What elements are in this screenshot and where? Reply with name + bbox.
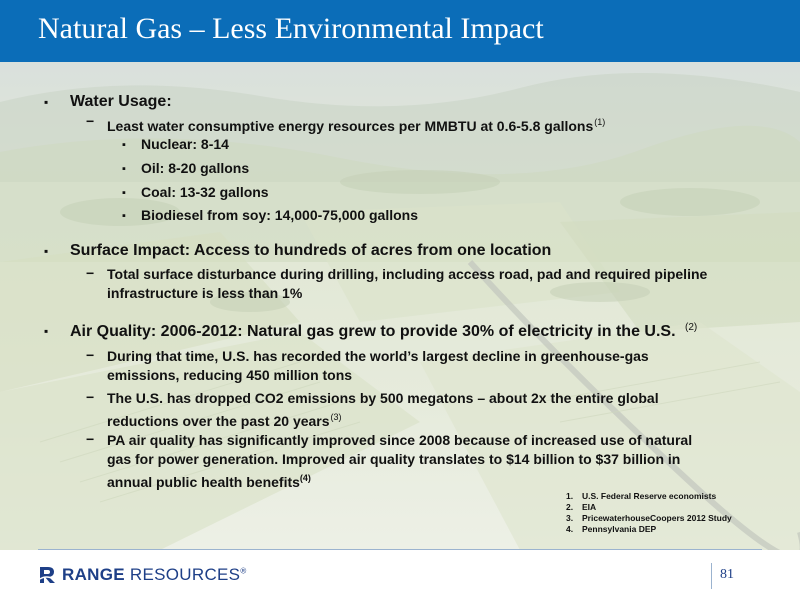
bullet-marker: ▪ (122, 210, 126, 222)
slide-title: Natural Gas – Less Environmental Impact (38, 12, 544, 45)
surface-impact-line-2: infrastructure is less than 1% (107, 285, 303, 301)
section-heading-air-quality (70, 322, 697, 341)
footnote-ref: (2) (684, 322, 698, 333)
footnote-ref: (3) (330, 412, 342, 422)
bullet-marker: ▪ (122, 187, 126, 199)
footnote-number: 1. (566, 491, 574, 501)
footnote-item (566, 491, 732, 502)
footer-divider (38, 549, 762, 550)
air-quality-point-3-line-3 (107, 469, 692, 492)
air-quality-point-2 (107, 389, 659, 431)
section-heading-surface-impact: Surface Impact: Access to hundreds of acres from one location (70, 242, 552, 259)
logo-registered-mark: ® (240, 566, 247, 576)
air-quality-point-2-line-1: The U.S. has dropped CO2 emissions by 500 megatons – about 2x the entire global (107, 390, 659, 406)
footnote-text: Pennsylvania DEP (582, 524, 657, 534)
surface-impact-point (107, 265, 707, 303)
air-quality-point-3-line-1: PA air quality has significantly improved since 2008 because of increased use of natural (107, 432, 693, 448)
section-heading-water-usage: Water Usage: (70, 93, 172, 110)
footnote-number: 3. (566, 513, 574, 523)
footnotes-list (566, 491, 732, 535)
dash-marker: − (86, 389, 95, 405)
bullet-marker: ▪ (44, 244, 49, 258)
logo-wordmark (62, 565, 247, 585)
page-number-separator (711, 563, 712, 589)
range-logo-icon (38, 565, 58, 585)
air-quality-point-2-line-2-text: reductions over the past 20 years (107, 413, 330, 429)
dash-marker: − (86, 265, 95, 281)
air-quality-point-3-line-3-text: annual public health benefits (107, 474, 300, 490)
footnote-item (566, 524, 732, 535)
air-quality-point-3-line-2: gas for power generation. Improved air quality translates to $14 billion to $37 billion in (107, 451, 681, 467)
air-quality-point-1 (107, 347, 649, 385)
water-item-nuclear: Nuclear: 8-14 (141, 136, 229, 152)
bullet-marker: ▪ (122, 139, 126, 151)
bullet-marker: ▪ (44, 95, 49, 109)
logo-word-range: RANGE (62, 565, 125, 584)
air-quality-point-3 (107, 431, 692, 492)
water-item-coal: Coal: 13-32 gallons (141, 184, 269, 200)
bullet-marker: ▪ (44, 324, 49, 338)
water-item-oil: Oil: 8-20 gallons (141, 160, 250, 176)
bullet-marker: ▪ (122, 163, 126, 175)
footnote-number: 2. (566, 502, 574, 512)
air-quality-heading-text: Air Quality: 2006-2012: Natural gas grew to provide 30% of electricity in the U.S. (70, 323, 676, 340)
water-usage-text: Least water consumptive energy resources per MMBTU at 0.6-5.8 gallons (107, 118, 594, 134)
footnote-item (566, 502, 732, 513)
footnote-text: EIA (582, 502, 597, 512)
water-item-biodiesel: Biodiesel from soy: 14,000-75,000 gallons (141, 207, 419, 223)
air-quality-point-1-line-2: emissions, reducing 450 million tons (107, 367, 353, 383)
air-quality-point-1-line-1: During that time, U.S. has recorded the world’s largest decline in greenhouse-gas (107, 348, 649, 364)
footnote-number: 4. (566, 524, 574, 534)
water-usage-point (107, 113, 605, 136)
page-number: 81 (720, 567, 734, 582)
range-resources-logo (38, 565, 247, 585)
footnote-ref: (4) (299, 473, 311, 483)
dash-marker: − (86, 431, 95, 447)
air-quality-point-2-line-2 (107, 408, 659, 431)
dash-marker: − (86, 113, 95, 129)
logo-word-resources: RESOURCES (124, 565, 241, 584)
dash-marker: − (86, 347, 95, 363)
footnote-text: U.S. Federal Reserve economists (582, 491, 717, 501)
footnote-ref: (1) (594, 117, 606, 127)
footnote-item (566, 513, 732, 524)
footnote-text: PricewaterhouseCoopers 2012 Study (582, 513, 732, 523)
surface-impact-line-1: Total surface disturbance during drilling, including access road, pad and required pipeline (107, 266, 708, 282)
